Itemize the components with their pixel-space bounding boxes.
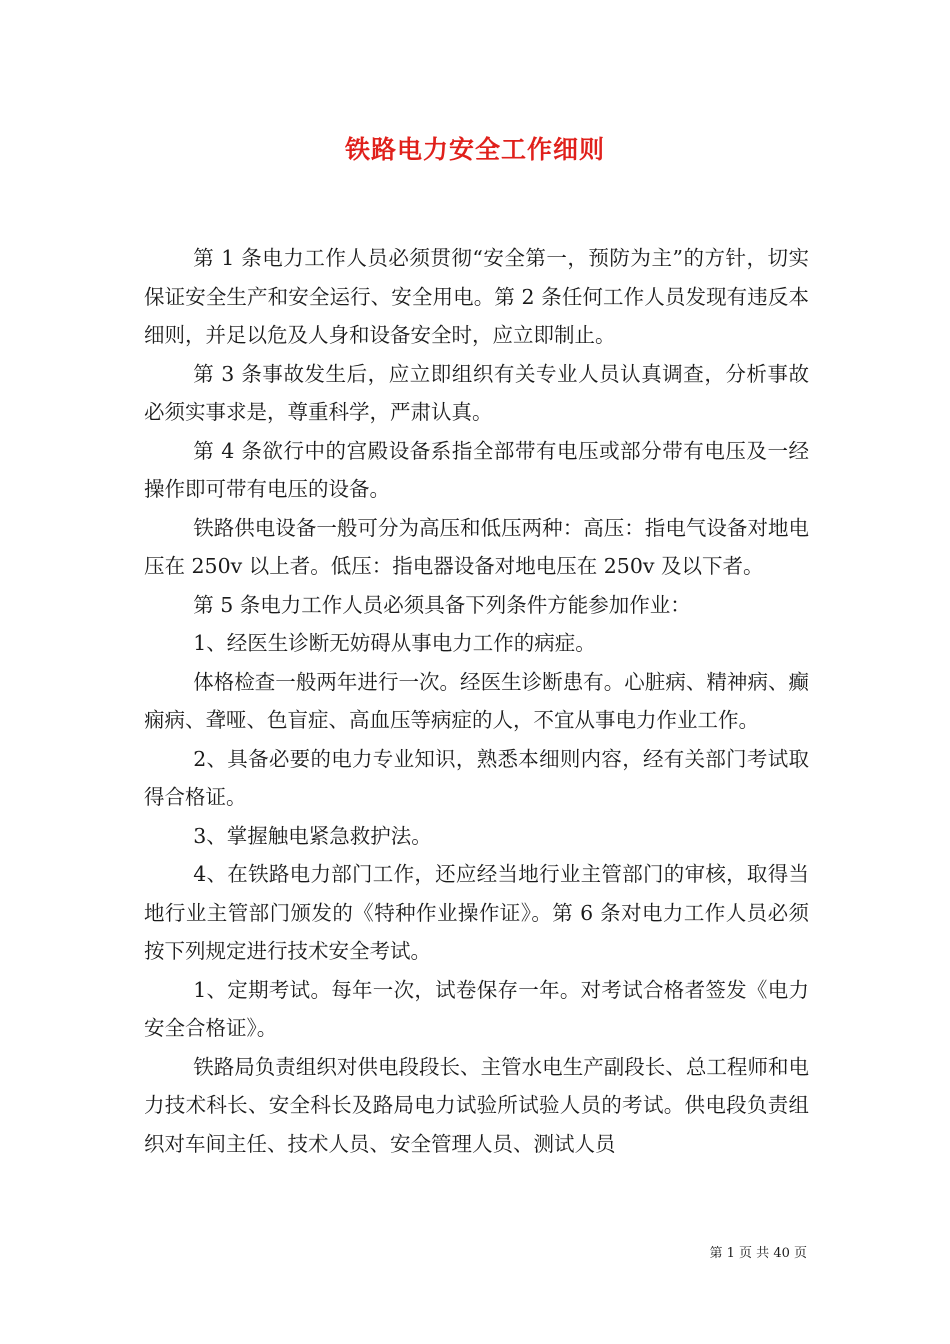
paragraph: 第 3 条事故发生后，应立即组织有关专业人员认真调查，分析事故必须实事求是，尊重科学，严肃认真。: [144, 361, 809, 424]
paragraph: 铁路供电设备一般可分为高压和低压两种：高压：指电气设备对地电压在 250v 以上者。低压：指电器设备对地电压在 250v 及以下者。: [144, 515, 809, 578]
paragraph: 1、定期考试。每年一次，试卷保存一年。对考试合格者签发《电力安全合格证》。: [144, 977, 809, 1040]
paragraph: 4、在铁路电力部门工作，还应经当地行业主管部门的审核，取得当地行业主管部门颁发的《特种作业操作证》。第 6 条对电力工作人员必须按下列规定进行技术安全考试。: [144, 862, 809, 963]
page-number: 第 1 页 共 40 页: [709, 1246, 807, 1261]
paragraph: 体格检查一般两年进行一次。经医生诊断患有。心脏病、精神病、癫痫病、聋哑、色盲症、高血压等病症的人，不宜从事电力作业工作。: [144, 669, 809, 732]
paragraph: 2、具备必要的电力专业知识，熟悉本细则内容，经有关部门考试取得合格证。: [144, 746, 809, 809]
document-title: 铁路电力安全工作细则: [344, 135, 605, 164]
paragraph: 第 1 条电力工作人员必须贯彻“安全第一，预防为主”的方针，切实保证安全生产和安全运行、安全用电。第 2 条任何工作人员发现有违反本细则，并足以危及人身和设备安全时，应立即制止。: [144, 246, 809, 347]
paragraph: 第 5 条电力工作人员必须具备下列条件方能参加作业：: [193, 592, 691, 617]
paragraph: 第 4 条欲行中的宫殿设备系指全部带有电压或部分带有电压及一经操作即可带有电压的设备。: [144, 438, 809, 501]
paragraph: 3、掌握触电紧急救护法。: [193, 823, 432, 848]
document-body: [144, 239, 809, 1163]
paragraph: 1、经医生诊断无妨碍从事电力工作的病症。: [193, 631, 596, 655]
paragraph: 铁路局负责组织对供电段段长、主管水电生产副段长、总工程师和电力技术科长、安全科长及路局电力试验所试验人员的考试。供电段负责组织对车间主任、技术人员、安全管理人员、测试人员: [144, 1054, 809, 1156]
